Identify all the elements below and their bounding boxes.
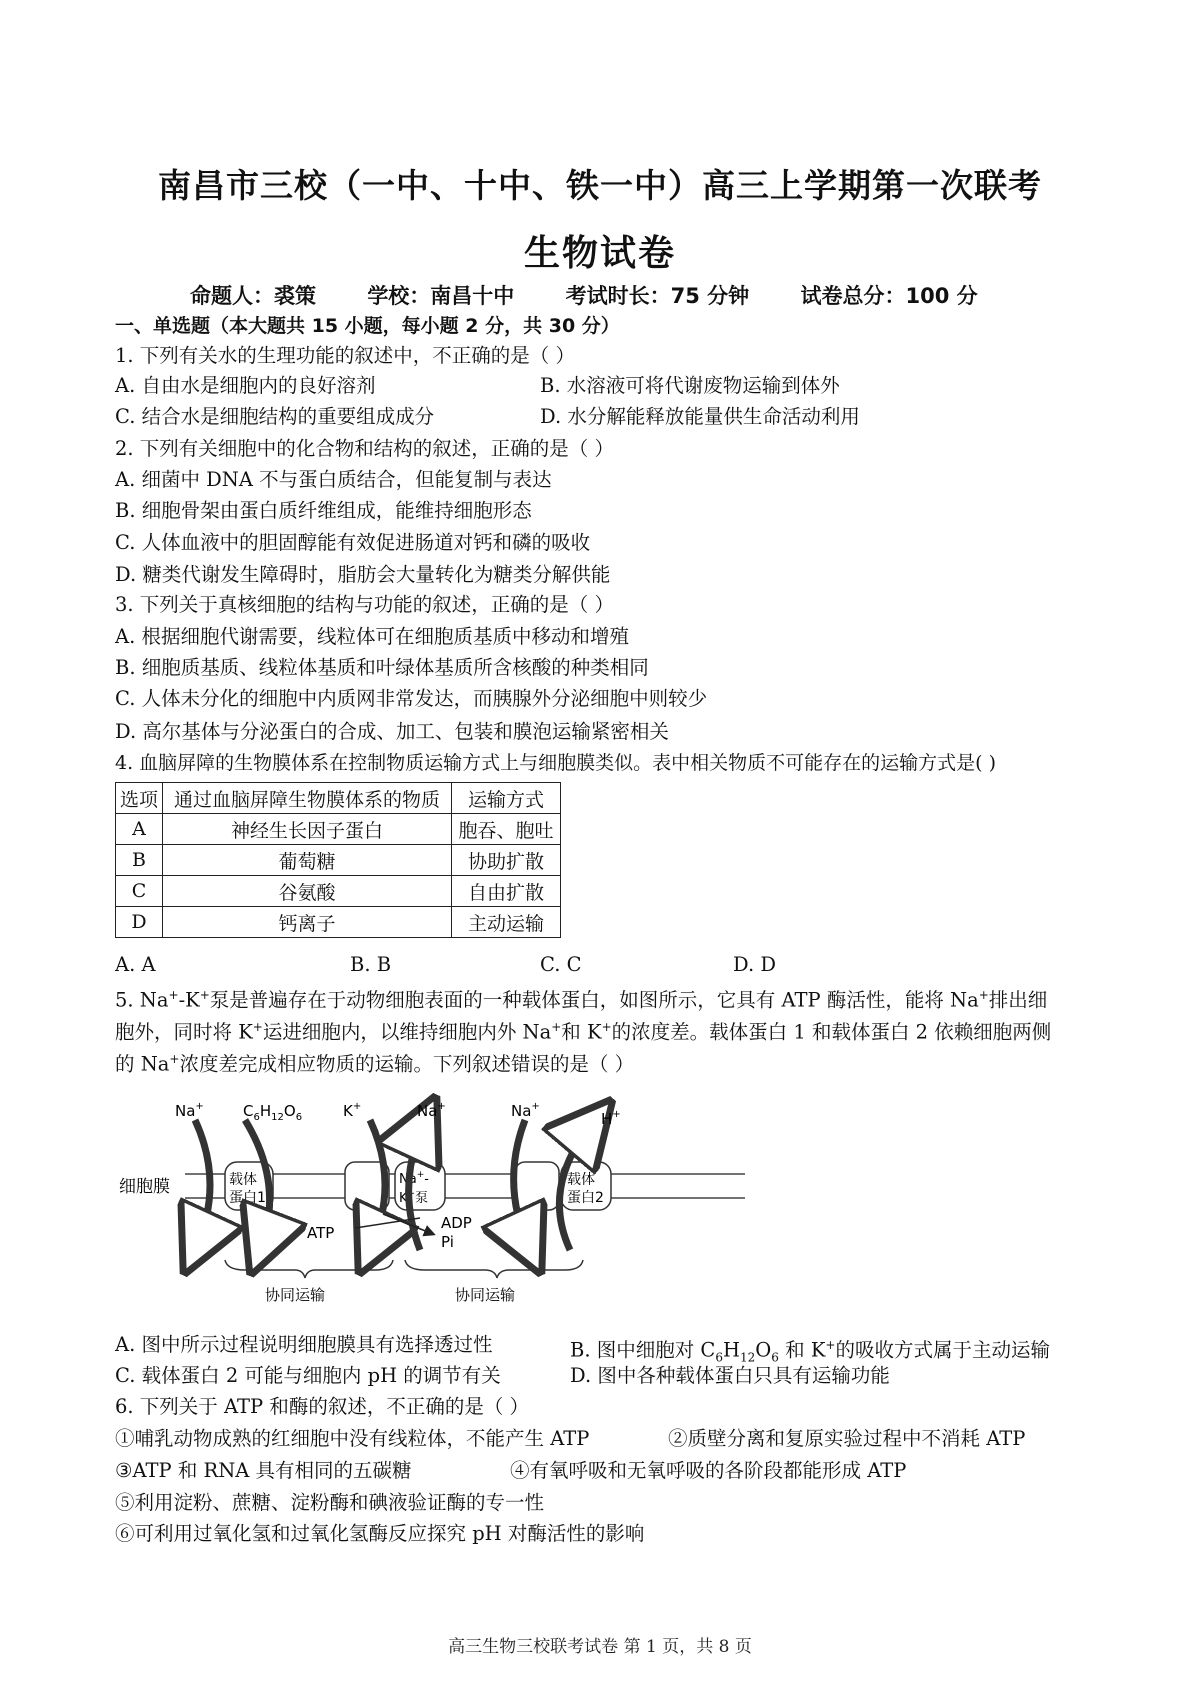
membrane-block [515,1162,559,1210]
table-cell: B [116,845,163,876]
membrane-transport-diagram [115,1090,755,1310]
q2-option-b: B. 细胞骨架由蛋白质纤维组成，能维持细胞形态 [115,499,532,522]
section-heading: 一、单选题（本大题共 15 小题，每小题 2 分，共 30 分） [115,315,620,337]
q1-option-c: C. 结合水是细胞结构的重要组成成分 [115,405,435,428]
atp-label: ATP [307,1224,335,1242]
carrier-protein-1-label: 蛋白1 [229,1190,266,1206]
table-cell: 葡萄糖 [163,845,452,876]
page-footer: 高三生物三校联考试卷 第 1 页，共 8 页 [448,1637,752,1657]
q6-item-4: ④有氧呼吸和无氧呼吸的各阶段都能形成 ATP [510,1459,907,1482]
q5-stem-line2: 胞外，同时将 K+运进细胞内，以维持细胞内外 Na+和 K+的浓度差。载体蛋白 1 和载体蛋白 2 依赖细胞两侧 [115,1020,1052,1044]
h-label: H+ [601,1109,621,1128]
q6-item-5: ⑤利用淀粉、蔗糖、淀粉酶和碘液验证酶的专一性 [115,1491,545,1514]
table-cell: 协助扩散 [452,845,561,876]
author: 命题人：裘策 [190,284,316,308]
adp-label: ADP [441,1214,472,1232]
table-cell: 主动运输 [452,907,561,938]
na-label-2: Na+ [417,1101,446,1120]
table-header-cell: 选项 [116,783,163,814]
q3-option-c: C. 人体未分化的细胞中内质网非常发达，而胰腺外分泌细胞中则较少 [115,687,708,710]
table-cell: 自由扩散 [452,876,561,907]
cotransport-brace-1 [225,1260,393,1278]
q5-stem-line3: 的 Na+浓度差完成相应物质的运输。下列叙述错误的是（ ） [115,1052,635,1076]
q3-stem: 3. 下列关于真核细胞的结构与功能的叙述，正确的是（ ） [115,593,615,616]
table-row [116,814,561,845]
q5-option-a: A. 图中所示过程说明细胞膜具有选择透过性 [115,1333,493,1356]
table-cell: A [116,814,163,845]
q4-table [115,782,561,938]
carrier-protein-2-label: 载体 [567,1172,595,1188]
q2-stem: 2. 下列有关细胞中的化合物和结构的叙述，正确的是（ ） [115,437,615,460]
cotransport-label-2: 协同运输 [455,1286,516,1304]
table-cell: 谷氨酸 [163,876,452,907]
q6-item-3: ③ATP 和 RNA 具有相同的五碳糖 [115,1459,412,1482]
q5-option-d: D. 图中各种载体蛋白只具有运输功能 [570,1364,890,1387]
na-label: Na+ [175,1101,204,1120]
pump-label: Na+- [399,1170,429,1187]
table-cell: 胞吞、胞吐 [452,814,561,845]
q2-option-d: D. 糖类代谢发生障碍时，脂肪会大量转化为糖类分解供能 [115,563,611,586]
q3-option-a: A. 根据细胞代谢需要，线粒体可在细胞质基质中移动和增殖 [115,625,629,648]
q1-option-d: D. 水分解能释放能量供生命活动利用 [540,405,860,428]
q2-option-c: C. 人体血液中的胆固醇能有效促进肠道对钙和磷的吸收 [115,531,591,554]
q4-option-b: B. B [350,953,392,976]
membrane-label: 细胞膜 [119,1177,170,1197]
q6-stem: 6. 下列关于 ATP 和酶的叙述，不正确的是（ ） [115,1395,530,1418]
q5-stem-line1: 5. Na+-K+泵是普遍存在于动物细胞表面的一种载体蛋白，如图所示，它具有 ATP 酶活性，能将 Na+排出细 [115,988,1048,1012]
na-label-3: Na+ [511,1101,540,1120]
q1-option-a: A. 自由水是细胞内的良好溶剂 [115,374,376,397]
table-row [116,876,561,907]
q4-stem: 4. 血脑屏障的生物膜体系在控制物质运输方式上与细胞膜类似。表中相关物质不可能存在的运输方式是( ) [115,752,997,774]
table-header-cell: 运输方式 [452,783,561,814]
exam-title: 南昌市三校（一中、十中、铁一中）高三上学期第一次联考 [158,166,1042,205]
na-inflow-arrow [195,1120,210,1250]
carrier-protein-1-label: 载体 [229,1172,257,1188]
q6-item-2: ②质壁分离和复原实验过程中不消耗 ATP [668,1427,1026,1450]
cotransport-brace-2 [405,1260,583,1278]
glucose-label: $C_6H_{12}O_6$ [243,1102,303,1123]
table-cell: 神经生长因子蛋白 [163,814,452,845]
duration: 考试时长：75 分钟 [565,284,750,308]
exam-meta [190,280,1022,310]
q3-option-b: B. 细胞质基质、线粒体基质和叶绿体基质所含核酸的种类相同 [115,656,649,679]
pump-label: K+泵 [399,1189,429,1206]
q5-option-c: C. 载体蛋白 2 可能与细胞内 pH 的调节有关 [115,1364,501,1387]
q6-item-1: ①哺乳动物成熟的红细胞中没有线粒体，不能产生 ATP [115,1427,590,1450]
school: 学校：南昌十中 [367,284,515,308]
q1-stem: 1. 下列有关水的生理功能的叙述中，不正确的是（ ） [115,344,576,367]
pi-label: Pi [441,1233,454,1251]
cotransport-label-1: 协同运输 [265,1286,326,1304]
q4-option-d: D. D [733,953,776,976]
table-header-row [116,783,561,814]
exam-subtitle: 生物试卷 [523,233,676,274]
q6-item-6: ⑥可利用过氧化氢和过氧化氢酶反应探究 pH 对酶活性的影响 [115,1522,645,1545]
q4-option-a: A. A [115,953,156,976]
table-cell: C [116,876,163,907]
table-row [116,845,561,876]
total-score: 试卷总分：100 分 [800,284,978,308]
q4-option-c: C. C [540,953,582,976]
table-row [116,907,561,938]
table-cell: D [116,907,163,938]
q2-option-a: A. 细菌中 DNA 不与蛋白质结合，但能复制与表达 [115,468,552,491]
table-header-cell: 通过血脑屏障生物膜体系的物质 [163,783,452,814]
carrier-protein-2-label: 蛋白2 [567,1190,604,1206]
q1-option-b: B. 水溶液可将代谢废物运输到体外 [540,374,840,397]
q5-option-b: B. 图中细胞对 $C_6H_{12}O_6$ 和 K+的吸收方式属于主动运输 [570,1338,1050,1365]
table-cell: 钙离子 [163,907,452,938]
q3-option-d: D. 高尔基体与分泌蛋白的合成、加工、包装和膜泡运输紧密相关 [115,720,669,743]
k-label: K+ [343,1101,362,1120]
